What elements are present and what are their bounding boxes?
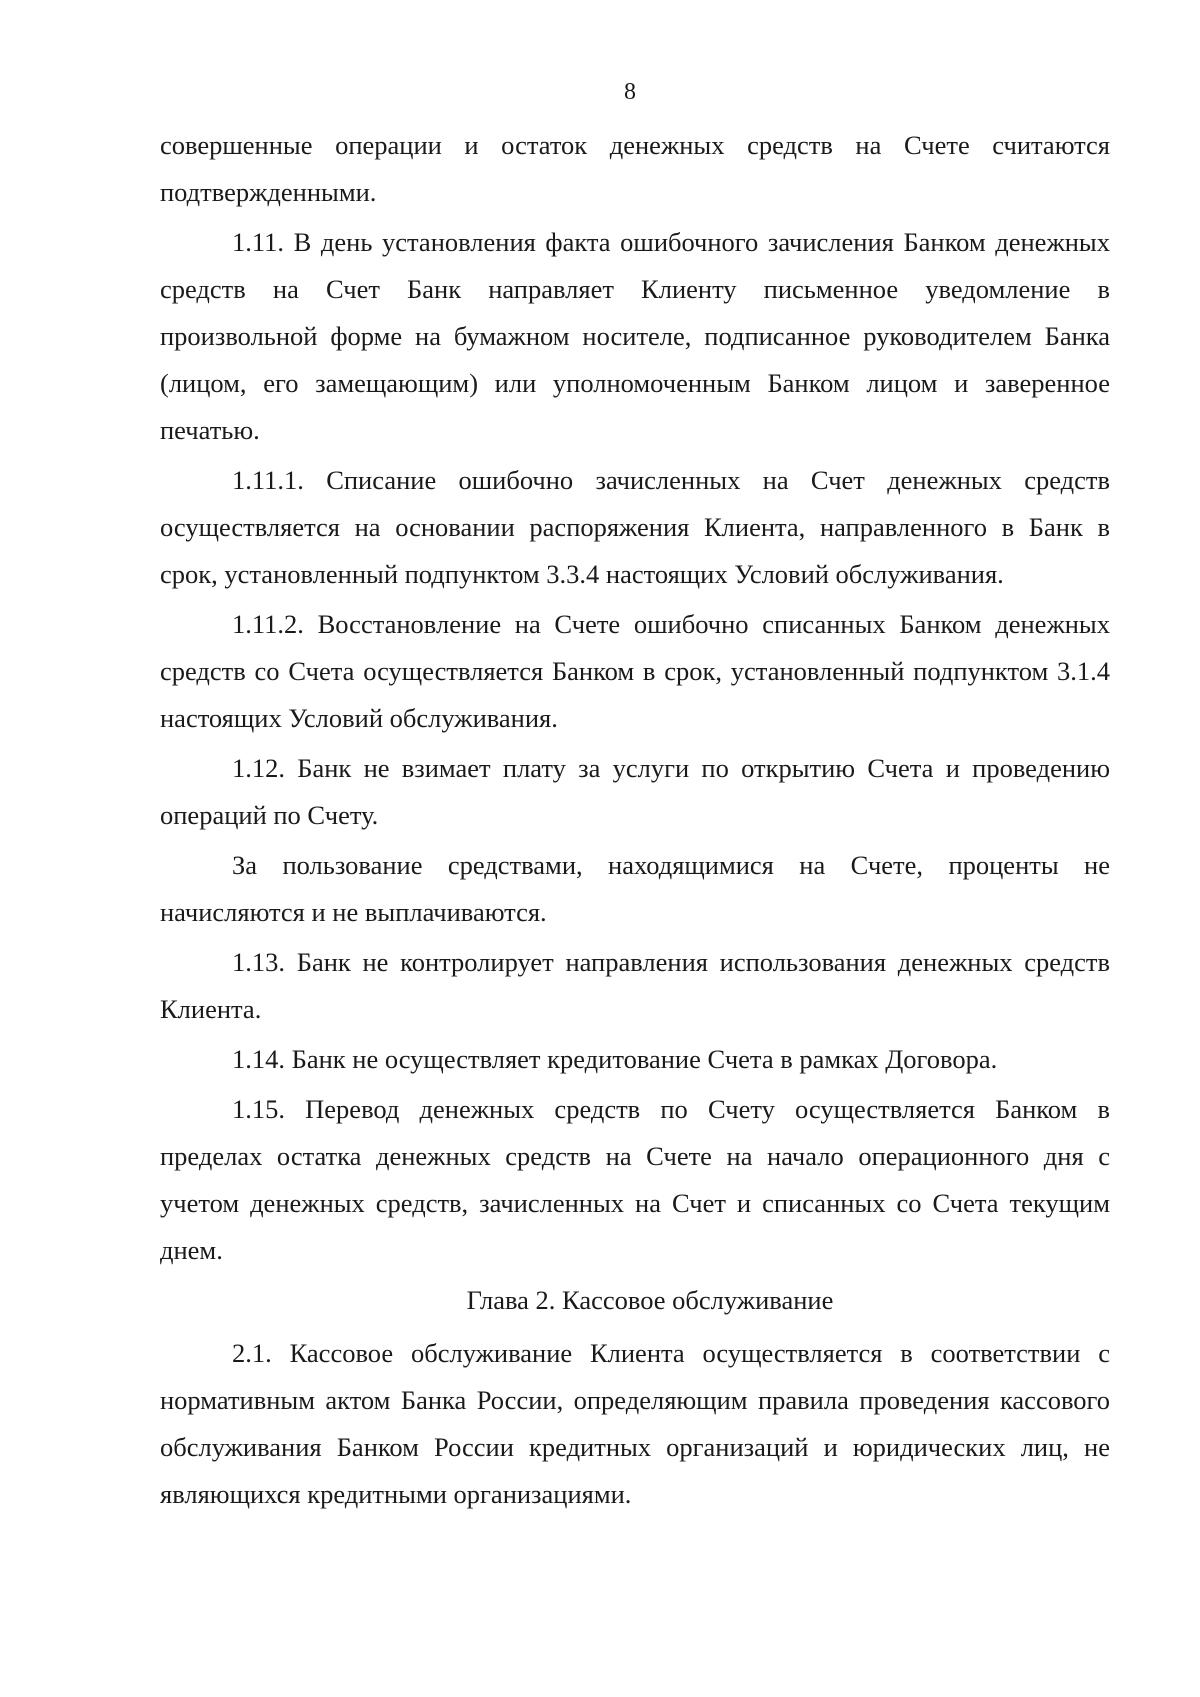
paragraph-1-12: 1.12. Банк не взимает плату за услуги по открытию Счета и проведению операций по Счету. xyxy=(160,753,1110,830)
paragraph-1-11-1: 1.11.1. Списание ошибочно зачисленных на Счет денежных средств осуществляется на основании распоряжения Клиента, направленного в Банк в срок, установленный подпунктом 3.3.4 настоящих Условий обслуживания. xyxy=(160,465,1110,589)
chapter-heading: Глава 2. Кассовое обслуживание xyxy=(466,1285,834,1315)
paragraph-interest: За пользование средствами, находящимися на Счете, проценты не начисляются и не выплачиваются. xyxy=(160,850,1110,927)
paragraph-1-11: 1.11. В день установления факта ошибочного зачисления Банком денежных средств на Счет Банк направляет Клиенту письменное уведомление в произвольной форме на бумажном носителе, подписанное руководителем Банка (лицом, его замещающим) или уполномоченным Банком лицом и заверенное печатью. xyxy=(160,227,1110,445)
document-body xyxy=(160,122,1110,1521)
paragraph-1-13: 1.13. Банк не контролирует направления использования денежных средств Клиента. xyxy=(160,947,1110,1024)
paragraph-continuation: совершенные операции и остаток денежных средств на Счете считаются подтвержденными. xyxy=(160,130,1110,207)
page-number: 8 xyxy=(624,79,636,105)
paragraph-2-1: 2.1. Кассовое обслуживание Клиента осуществляется в соответствии с нормативным актом Банка России, определяющим правила проведения кассового обслуживания Банком России кредитных организаций и юридических лиц, не являющихся кредитными организациями. xyxy=(160,1338,1110,1509)
paragraph-1-15: 1.15. Перевод денежных средств по Счету осуществляется Банком в пределах остатка денежных средств на Счете на начало операционного дня с учетом денежных средств, зачисленных на Счет и списанных со Счета текущим днем. xyxy=(160,1094,1110,1265)
paragraph-1-14: 1.14. Банк не осуществляет кредитование Счета в рамках Договора. xyxy=(232,1044,998,1074)
paragraph-1-11-2: 1.11.2. Восстановление на Счете ошибочно списанных Банком денежных средств со Счета осуществляется Банком в срок, установленный подпунктом 3.1.4 настоящих Условий обслуживания. xyxy=(160,609,1110,733)
